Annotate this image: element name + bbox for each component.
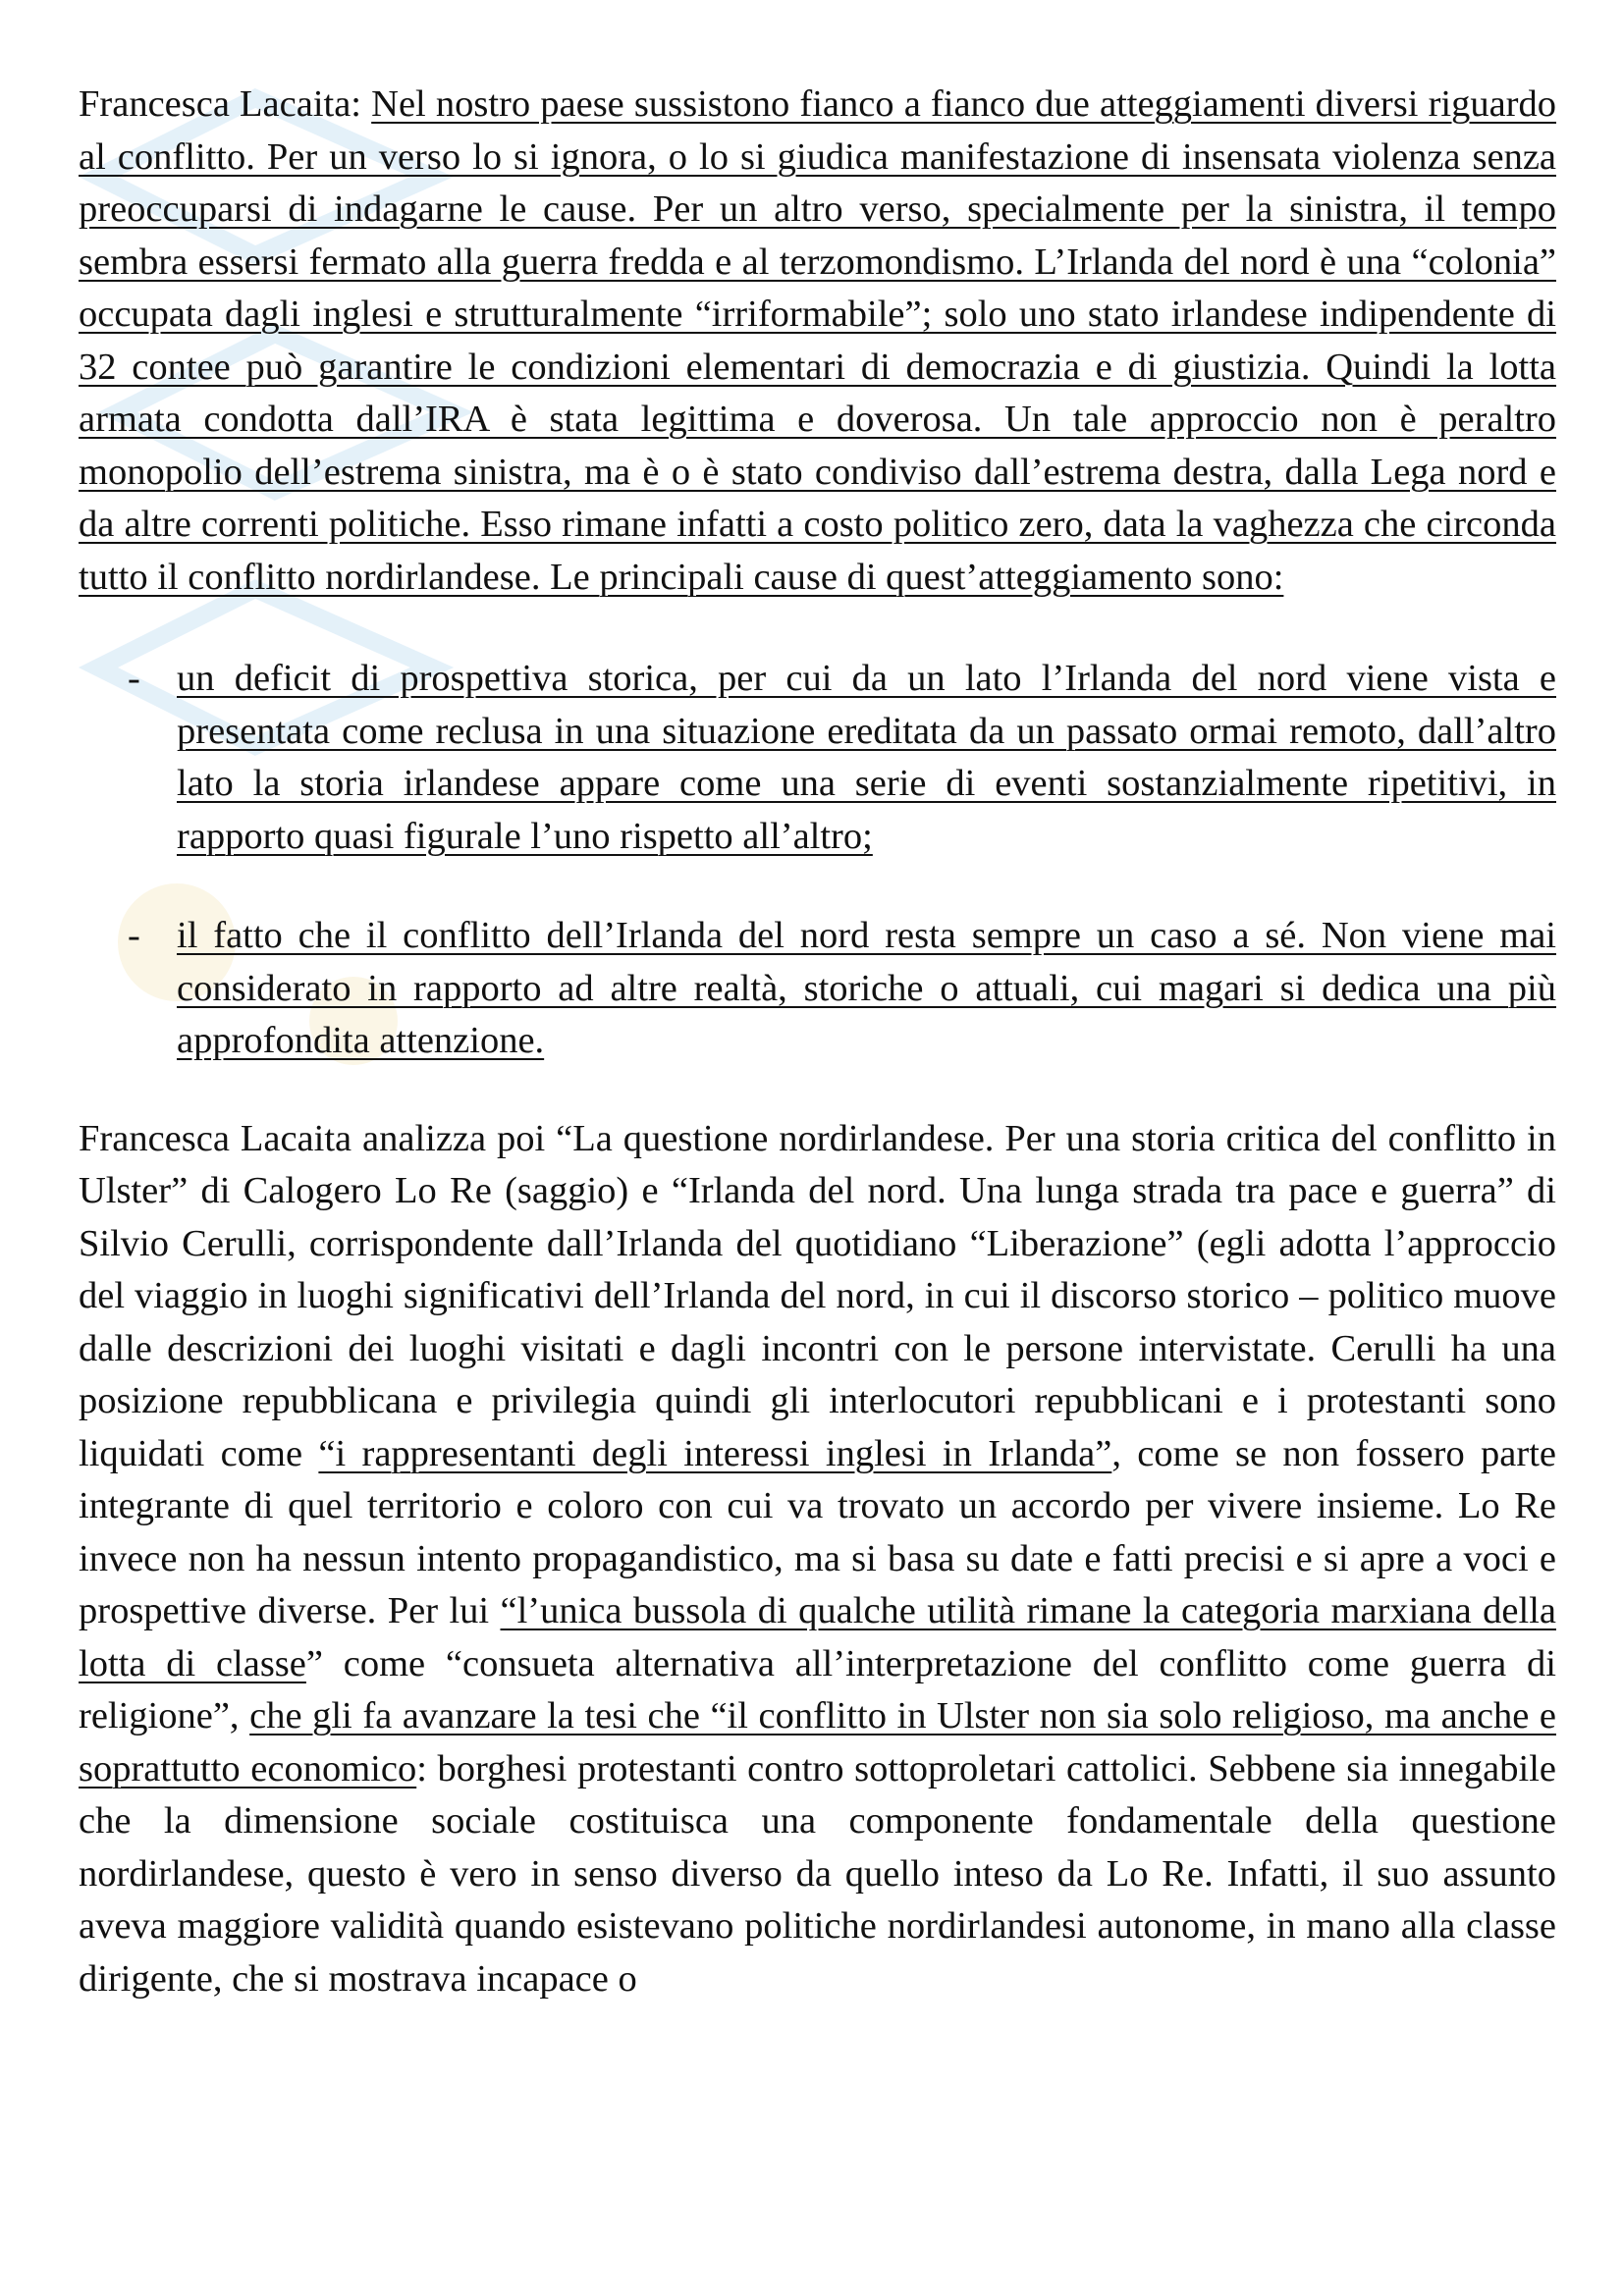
bullet-dash: - (128, 915, 140, 956)
paragraph-analysis (79, 1113, 1556, 2006)
text-segment: : borghesi protestanti contro sottoproletari cattolici. Sebbene sia innegabile che la dimensione sociale costituisca una componente fondamentale della questione nordirlandese, questo è vero in senso diverso da quello inteso da Lo Re. Infatti, il suo assunto aveva maggiore validità quando esistevano politiche nordirlandesi autonome, in mano alla classe dirigente, che si mostrava incapace o (79, 1747, 1556, 2000)
bullet-item-2 (79, 910, 1556, 1068)
underlined-segment: “l’unica bussola di qualche utilità rimane la categoria marxiana della lotta di classe (79, 1590, 1556, 1684)
underlined-segment: “i rappresentanti degli interessi inglesi in Irlanda” (318, 1432, 1112, 1474)
author-lead: Francesca Lacaita: (79, 83, 372, 125)
underlined-quote: Nel nostro paese sussistono fianco a fianco due atteggiamenti diversi riguardo al conflitto. Per un verso lo si ignora, o lo si giudica manifestazione di insensata violenza senza preoccuparsi di indagarne le cause. Per un altro verso, specialmente per la sinistra, il tempo sembra essersi fermato alla guerra fredda e al terzomondismo. L’Irlanda del nord è una “colonia” occupata dagli inglesi e strutturalmente “irriformabile”; solo uno stato irlandese indipendente di 32 contee può garantire le condizioni elementari di democrazia e di giustizia. Quindi la lotta armata condotta dall’IRA è stata legittima e doverosa. Un tale approccio non è peraltro monopolio dell’estrema sinistra, ma è o è stato condiviso dall’estrema destra, dalla Lega nord e da altre correnti politiche. Esso rimane infatti a costo politico zero, data la vaghezza che circonda tutto il conflitto nordirlandese. Le principali cause di quest’atteggiamento sono: (79, 83, 1557, 598)
text-segment: Francesca Lacaita analizza poi “La questione nordirlandese. Per una storia critica del conflitto in Ulster” di Calogero Lo Re (saggio) e “Irlanda del nord. Una lunga strada tra pace e guerra” di Silvio Cerulli, corrispondente dall’Irlanda del quotidiano “Liberazione” (egli adotta l’approccio del viaggio in luoghi significativi dell’Irlanda del nord, in cui il discorso storico – politico muove dalle descrizioni dei luoghi visitati e dagli incontri con le persone intervistate. Cerulli ha una posizione repubblicana e privilegia quindi gli interlocutori repubblicani e i protestanti sono liquidati come (79, 1117, 1556, 1474)
text-segment: ” come “consueta alternativa all’interpretazione del conflitto come guerra di religione”, (79, 1642, 1556, 1736)
document-page (79, 79, 1556, 2005)
bullet-dash: - (128, 658, 140, 699)
bullet-item-1 (79, 653, 1556, 863)
underlined-segment: che gli fa avanzare la tesi che “il conflitto in Ulster non sia solo religioso, ma anche e soprattutto economico (79, 1695, 1556, 1789)
bullet-list (79, 653, 1556, 1068)
paragraph-intro (79, 79, 1556, 604)
bullet-text: il fatto che il conflitto dell’Irlanda del nord resta sempre un caso a sé. Non viene mai considerato in rapporto ad altre realtà, storiche o attuali, cui magari si dedica una più approfondita attenzione. (177, 915, 1556, 1061)
bullet-text: un deficit di prospettiva storica, per cui da un lato l’Irlanda del nord viene vista e presentata come reclusa in una situazione ereditata da un passato ormai remoto, dall’altro lato la storia irlandese appare come una serie di eventi sostanzialmente ripetitivi, in rapporto quasi figurale l’uno rispetto all’altro; (177, 658, 1556, 857)
text-segment: , come se non fossero parte integrante di quel territorio e coloro con cui va trovato un accordo per vivere insieme. Lo Re invece non ha nessun intento propagandistico, ma si basa su date e fatti precisi e si apre a voci e prospettive diverse. Per lui (79, 1432, 1556, 1631)
